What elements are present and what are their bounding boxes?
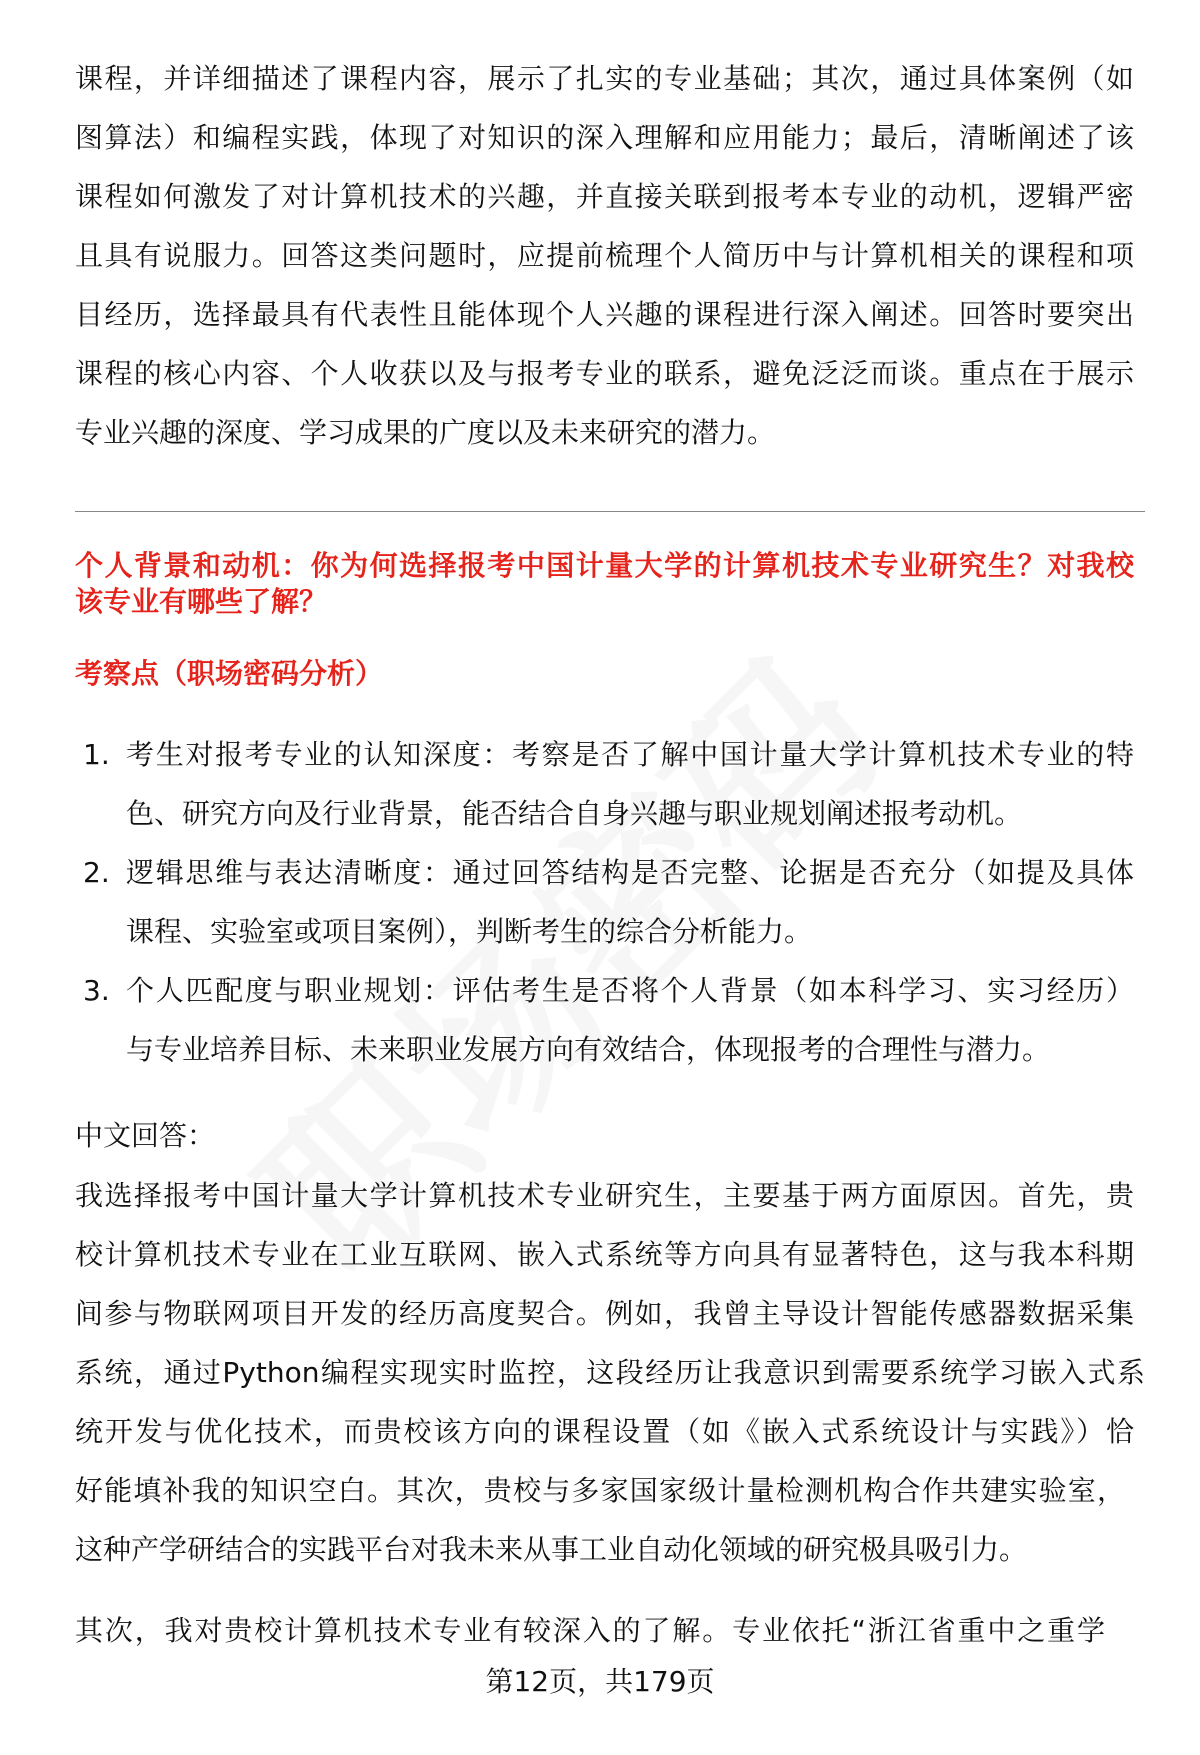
text-line: 课程，并详细描述了课程内容，展示了扎实的专业基础；其次，通过具体案例（如 — [75, 62, 1134, 95]
list-number: 3. — [83, 974, 110, 1007]
text-line: 图算法）和编程实践，体现了对知识的深入理解和应用能力；最后，清晰阐述了该 — [75, 121, 1134, 154]
text-line: 课程的核心内容、个人收获以及与报考专业的联系，避免泛泛而谈。重点在于展示 — [75, 357, 1134, 390]
text-line: 其次，我对贵校计算机技术专业有较深入的了解。专业依托“浙江省重中之重学 — [75, 1614, 1105, 1647]
text-line: 我选择报考中国计量大学计算机技术专业研究生，主要基于两方面原因。首先，贵 — [75, 1179, 1134, 1212]
page-number: 第12页，共179页 — [485, 1665, 715, 1698]
answer-label: 中文回答： — [75, 1119, 216, 1152]
list-item-line: 逻辑思维与表达清晰度：通过回答结构是否完整、论据是否充分（如提及具体 — [126, 856, 1134, 889]
question-line: 该专业有哪些了解？ — [75, 585, 328, 618]
section-divider — [75, 511, 1145, 512]
text-line: 这种产学研结合的实践平台对我未来从事工业自动化领域的研究极具吸引力。 — [75, 1533, 1028, 1566]
text-line: 且具有说服力。回答这类问题时，应提前梳理个人简历中与计算机相关的课程和项 — [75, 239, 1134, 272]
focus-heading: 考察点（职场密码分析） — [75, 657, 384, 690]
list-item-line: 课程、实验室或项目案例），判断考生的综合分析能力。 — [126, 915, 813, 948]
list-item-line: 色、研究方向及行业背景，能否结合自身兴趣与职业规划阐述报考动机。 — [126, 797, 1023, 830]
list-number: 1. — [83, 738, 110, 771]
text-line: 统开发与优化技术，而贵校该方向的课程设置（如《嵌入式系统设计与实践》）恰 — [75, 1415, 1134, 1448]
list-item-line: 个人匹配度与职业规划：评估考生是否将个人背景（如本科学习、实习经历） — [126, 974, 1134, 1007]
text-line: 校计算机技术专业在工业互联网、嵌入式系统等方向具有显著特色，这与我本科期 — [75, 1238, 1134, 1271]
text-line: 间参与物联网项目开发的经历高度契合。例如，我曾主导设计智能传感器数据采集 — [75, 1297, 1134, 1330]
list-number: 2. — [83, 856, 110, 889]
text-line: 专业兴趣的深度、学习成果的广度以及未来研究的潜力。 — [75, 416, 776, 449]
text-line: 系统，通过Python编程实现实时监控，这段经历让我意识到需要系统学习嵌入式系 — [75, 1356, 1145, 1389]
text-line: 目经历，选择最具有代表性且能体现个人兴趣的课程进行深入阐述。回答时要突出 — [75, 298, 1134, 331]
list-item-line: 与专业培养目标、未来职业发展方向有效结合，体现报考的合理性与潜力。 — [126, 1033, 1051, 1066]
question-line: 个人背景和动机：你为何选择报考中国计量大学的计算机技术专业研究生？对我校 — [75, 549, 1134, 582]
list-item-line: 考生对报考专业的认知深度：考察是否了解中国计量大学计算机技术专业的特 — [126, 738, 1134, 771]
text-line: 好能填补我的知识空白。其次，贵校与多家国家级计量检测机构合作共建实验室， — [75, 1474, 1125, 1507]
text-line: 课程如何激发了对计算机技术的兴趣，并直接关联到报考本专业的动机，逻辑严密 — [75, 180, 1134, 213]
